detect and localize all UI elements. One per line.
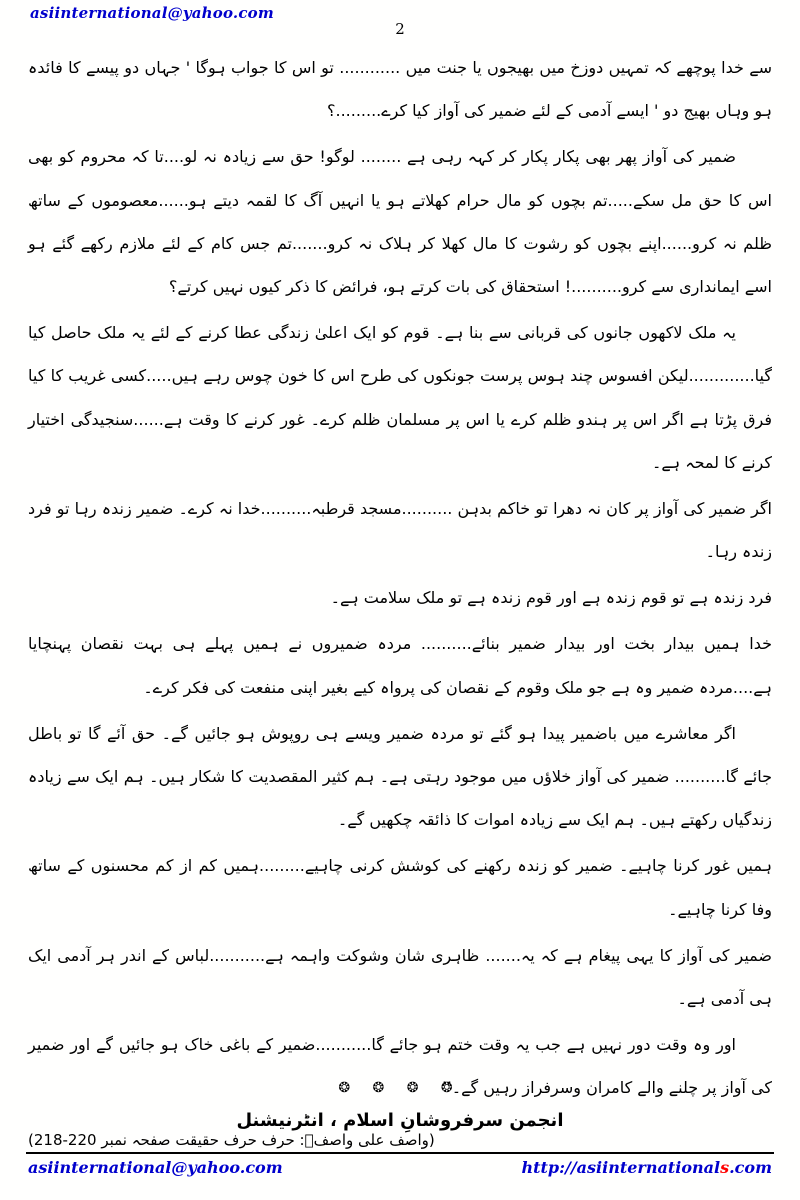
organization-name: انجمن سرفروشانِ اسلام ، انٹرنیشنل (236, 1110, 564, 1131)
attribution-line: (واصف علی واصفؒ: حرف حرف حقیقت صفحہ نمبر 220-218) (28, 1130, 435, 1149)
footer-divider (26, 1152, 774, 1154)
paragraph: اور وہ وقت دور نہیں ہے جب یہ وقت ختم ہو جائے گا...........ضمیر کے باغی خاک ہو جائیں گے اور ضمیر کی آواز پر چلنے والے کامران وسرفراز رہیں گے۔’’ (28, 1035, 772, 1098)
page-number: 2 (395, 20, 405, 38)
footer-email-link[interactable]: asiinternational@yahoo.com (28, 1158, 283, 1177)
paragraph: خدا ہمیں بیدار بخت اور بیدار ضمیر بنائے.......... مردہ ضمیروں نے ہمیں پہلے ہی بہت نقصان پہنچایا ہے....مردہ ضمیر وہ ہے جو ملک وقوم کے نقصان کی پرواہ کیے بغیر اپنی منفعت کی فکر کرے۔ (28, 634, 772, 697)
paragraph: سے خدا پوچھے کہ تمہیں دوزخ میں بھیجوں یا جنت میں ............ تو اس کا جواب ہوگا ' جہاں دو پیسے کا فائدہ ہو وہاں بھیج دو ' ایسے آدمی کے لئے ضمیر کی آواز کیا کرے.........؟ (28, 58, 772, 121)
website-suffix: .com (729, 1158, 772, 1177)
paragraph: یہ ملک لاکھوں جانوں کی قربانی سے بنا ہے۔ قوم کو ایک اعلیٰ زندگی عطا کرنے کے لئے یہ ملک حاصل کیا گیا.............لیکن افسوس چند ہوس پرست جونکوں کی طرح اس کا خون چوس رہے ہیں.....کسی غریب کا کیا فرق پڑتا ہے اگر اس پر ہندو ظلم کرے یا اس پر مسلمان ظلم کرے۔ غور کرنے کا وقت ہے......سنجیدگی اختیار کرنے کا لمحہ ہے۔ (28, 323, 772, 472)
footer-website-link[interactable] (521, 1158, 772, 1177)
paragraph: اگر معاشرے میں باضمیر پیدا ہو گئے تو مردہ ضمیر ویسے ہی روپوش ہو جائیں گے۔ حق آئے گا تو باطل جائے گا.......... ضمیر کی آواز خلاؤں میں موجود رہتی ہے۔ ہم کثیر المقصدیت کا شکار ہیں۔ ہم ایک سے زیادہ زندگیاں رکھتے ہیں۔ ہم ایک سے زیادہ اموات کا ذائقہ چکھیں گے۔ (28, 723, 773, 830)
paragraph: ہمیں غور کرنا چاہیے۔ ضمیر کو زندہ رکھنے کی کوشش کرنی چاہیے.........ہمیں کم از کم محسنوں کے ساتھ وفا کرنا چاہیے۔ (28, 856, 772, 919)
ornament-divider-icon: ❂ ❂ ❂ ❂ (338, 1080, 462, 1096)
website-prefix: http://asiinternational (521, 1158, 721, 1177)
paragraph: فرد زندہ ہے تو قوم زندہ ہے اور قوم زندہ ہے تو ملک سلامت ہے۔ (330, 588, 772, 608)
header-email-link[interactable]: asiinternational@yahoo.com (30, 4, 274, 22)
footer-bar (28, 1158, 772, 1177)
paragraph: ضمیر کی آواز کا یہی پیغام ہے کہ یہ....... ظاہری شان وشوکت واہمہ ہے...........لباس کے اندر ہر آدمی ایک ہی آدمی ہے۔ (28, 945, 772, 1008)
document-body (28, 46, 772, 1175)
paragraph: اگر ضمیر کی آواز پر کان نہ دھرا تو خاکم بدہن ..........مسجد قرطبہ..........خدا نہ کرے۔ ضمیر زندہ رہا تو فرد زندہ رہا۔ (28, 498, 772, 562)
website-highlight-letter: s (720, 1158, 730, 1177)
paragraph: ضمیر کی آواز پھر بھی پکار پکار کر کہہ رہی ہے ........ لوگو! حق سے زیادہ نہ لو....تا کہ محروم کو بھی اس کا حق مل سکے.....تم بچوں کو مال حرام کھلاتے ہو یا انہیں آگ کا لقمہ دیتے ہو......معصوموں کے ساتھ ظلم نہ کرو......اپنے بچوں کو رشوت کا مال کھلا کر ہلاک نہ کرو.......تم جس کام کے لئے ملازم رکھے گئے ہو اسے ایمانداری سے کرو..........! استحقاق کی بات کرتے ہو، فرائض کا ذکر کیوں نہیں کرتے؟ (28, 147, 772, 296)
